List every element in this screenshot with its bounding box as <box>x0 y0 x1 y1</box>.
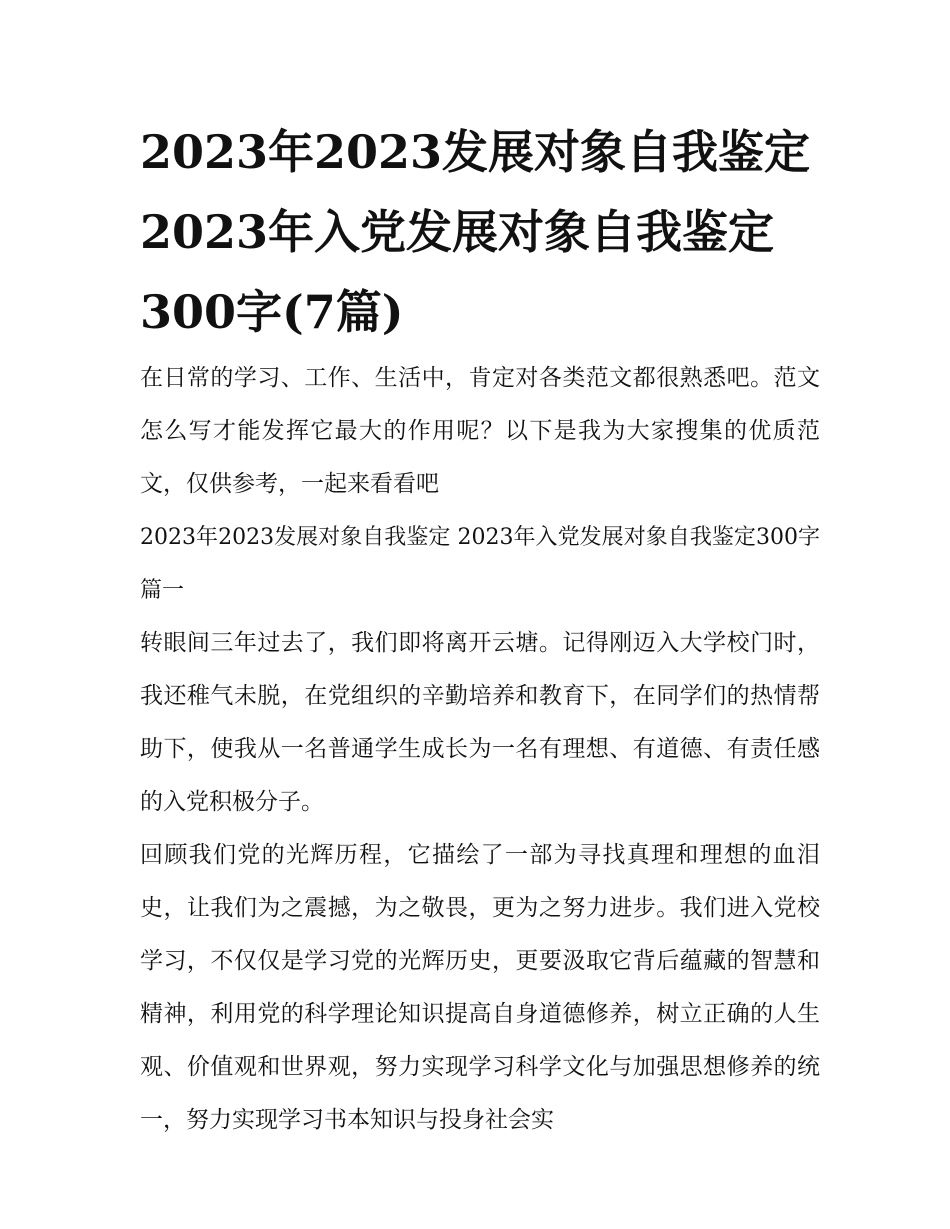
section-heading: 2023年2023发展对象自我鉴定 2023年入党发展对象自我鉴定300字篇一 <box>140 525 820 603</box>
document-body <box>140 352 820 1147</box>
body-paragraph: 回顾我们党的光辉历程，它描绘了一部为寻找真理和理想的血泪史，让我们为之震撼，为之敬畏，更为之努力进步。我们进入党校学习，不仅仅是学习党的光辉历史，更要汲取它背后蕴藏的智慧和精神，利用党的科学理论知识提高自身道德修养，树立正确的人生观、价值观和世界观，努力实现学习科学文化与加强思想修养的统一，努力实现学习书本知识与投身社会实 <box>140 842 820 1133</box>
document-title: 2023年2023发展对象自我鉴定 2023年入党发展对象自我鉴定300字(7篇) <box>140 125 811 339</box>
intro-paragraph: 在日常的学习、工作、生活中，肯定对各类范文都很熟悉吧。范文怎么写才能发挥它最大的作用呢？以下是我为大家搜集的优质范文，仅供参考，一起来看看吧 <box>140 365 820 497</box>
body-paragraph: 转眼间三年过去了，我们即将离开云塘。记得刚迈入大学校门时，我还稚气未脱，在党组织的辛勤培养和教育下，在同学们的热情帮助下，使我从一名普通学生成长为一名有理想、有道德、有责任感的入党积极分子。 <box>140 630 820 815</box>
